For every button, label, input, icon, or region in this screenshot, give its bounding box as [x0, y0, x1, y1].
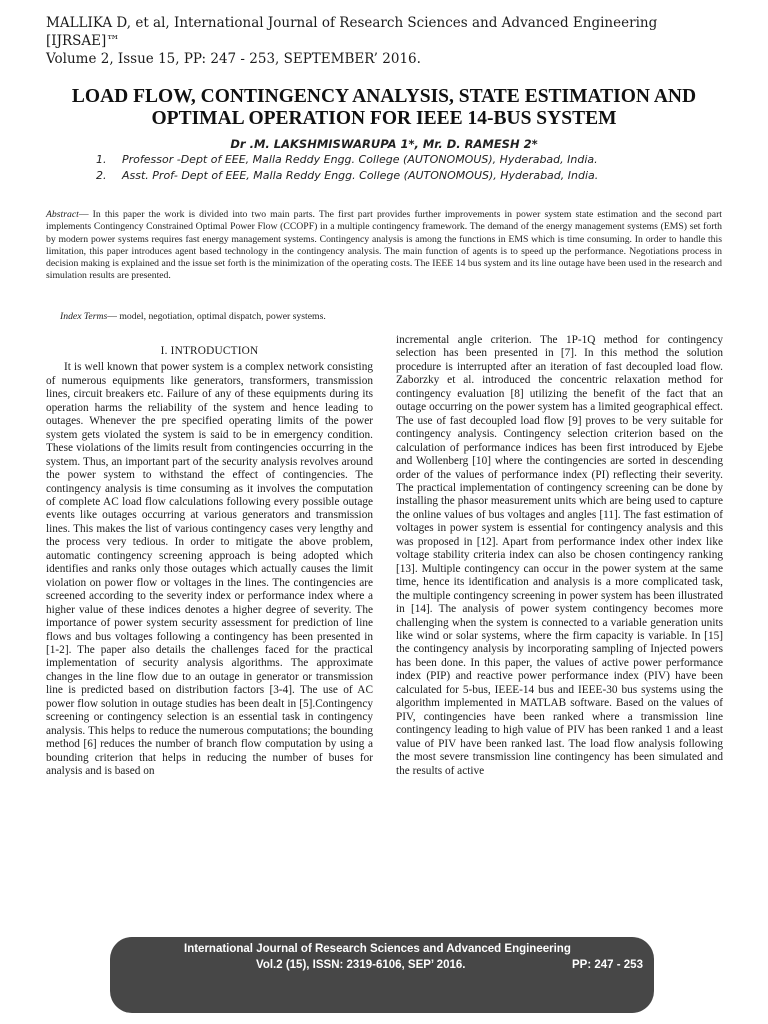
affiliation-number: 2. [96, 169, 107, 182]
header-citation-line: MALLIKA D, et al, International Journal of Research Sciences and Advanced Engineering [46, 15, 658, 31]
abstract [46, 209, 722, 283]
title-line-1: LOAD FLOW, CONTINGENCY ANALYSIS, STATE ESTIMATION AND [71, 86, 697, 107]
authors: Dr .M. LAKSHMISWARUPA 1*, Mr. D. RAMESH 2* [230, 137, 538, 151]
section-heading-introduction [46, 345, 373, 358]
header-volume-line: Volume 2, Issue 15, PP: 247 - 253, SEPTEMBER’ 2016. [46, 51, 421, 67]
header-journal-abbrev: [IJRSAE]™ [46, 33, 120, 49]
footer-pages: PP: 247 - 253 [572, 959, 643, 971]
index-terms-text: model, negotiation, optimal dispatch, power systems. [119, 311, 326, 322]
left-column [46, 345, 373, 779]
section-title: NTRODUCTION [174, 345, 259, 357]
affiliation-text: Professor -Dept of EEE, Malla Reddy Engg. College (AUTONOMOUS), Hyderabad, India. [122, 153, 598, 166]
journal-footer [110, 937, 654, 1013]
abstract-text: In this paper the work is divided into two main parts. The first part provides further improvements in power system state estimation and the second part implements Contingency Constrained Optimal Power Flow (CCOPF) in a multiple contingency framework. The demand of the energy management systems (EMS) set forth by modern power systems requires fast energy management systems. Contingency analysis is among the functions in EMS which is time consuming. In order to handle this limitation, this paper introduces agent based technology in the contingency analysis. The main function of agents is to speed up the performance. Negotiations process in decision making is explained and the issue set forth is the minimization of the operating costs. The IEEE 14 bus system and its line outage have been used in the research and simulation results are presented. [46, 209, 722, 282]
intro-paragraph: It is well known that power system is a complex network consisting of numerous equipments like generators, transformers, transmission lines, circuit breakers etc. Failure of any of these equipments during its operation harms the reliability of the system and hence leading to outages. Whenever the pre specified operating limits of the power system gets violated the system is said to be in emergency condition. These violations of the limits result from contingencies occurring in the system. Thus, an important part of the security analysis revolves around the power system to withstand the effect of contingencies. The contingency analysis is time consuming as it involves the computation of complete AC load flow calculations following every possible outage events like outages occurring at various generators and transmission lines. This makes the list of various contingency cases very lengthy and the process very tedious. In order to mitigate the above problem, automatic contingency screening approach is being adopted which identifies and ranks only those outages which actually causes the limit violation on power flow or voltages in the lines. The contingencies are screened according to the severity index or performance index where a higher value of these indices denotes a higher degree of severity. The importance of power system security assessment for prediction of line flows and bus voltages following a contingency has been presented in [1-2]. The paper also details the challenges faced for the practical implementation of security analysis algorithms. The approximate changes in the line flow due to an outage in generator or transmission line is predicted based on distribution factors [3-4]. The use of AC power flow solution in outage studies has been dealt in [5].Contingency screening or contingency selection is an essential task in contingency analysis. This helps to reduce the numerous computations; the bounding method [6] reduces the number of branch flow computation by using a bounding criterion that helps in reducing the number of buses for analysis and is based on [46, 361, 373, 778]
index-terms-label: Index Terms [60, 311, 108, 322]
footer-journal-name: International Journal of Research Sciences and Advanced Engineering [184, 943, 571, 955]
title-line-2: OPTIMAL OPERATION FOR IEEE 14-BUS SYSTEM [151, 108, 617, 129]
affiliation-2 [96, 168, 736, 184]
affiliation-text: Asst. Prof- Dept of EEE, Malla Reddy Engg. College (AUTONOMOUS), Hyderabad, India. [122, 169, 599, 182]
affiliation-1 [96, 152, 736, 168]
index-terms [60, 311, 720, 322]
index-terms-dash: — [107, 311, 120, 322]
journal-header [46, 14, 736, 68]
abstract-dash: — [78, 209, 93, 220]
section-numeral: I. I [160, 345, 175, 357]
intro-paragraph-continued: incremental angle criterion. The 1P-1Q method for contingency selection has been presented in [7]. In this method the solution procedure is interrupted after an iteration of fast decoupled load flow. Zaborzky et al. introduced the concentric relaxation method for contingency evaluation [8] utilizing the benefit of the fact that an outage occurring on the power system has a limited geographical effect. The use of fast decoupled load flow [9] proves to be very suitable for contingency analysis. Contingency selection criterion based on the calculation of performance indices has been first introduced by Ejebe and Wollenberg [10] where the contingencies are sorted in descending order of the values of performance index (PI) reflecting their severity. The practical implementation of contingency screening can be done by installing the phasor measurement units which are being used to capture the online values of bus voltages and angles [11]. The fast estimation of voltages in power system is essential for contingency analysis and this was proposed in [12]. Apart from performance index other index like voltage stability criteria index can also be chosen contingency ranking [13]. Multiple contingency can occur in the power system at the same time, hence its identification and analysis is a more complicated task, the multiple contingency screening in power system has been illustrated in [14]. The analysis of power system contingency becomes more challenging when the system is connected to a variable generation units like wind or solar systems, where the firm capacity is variable. In [15] the contingency analysis by incorporating sampling of Injected powers has been done. In this paper, the values of active power performance index (PIP) and reactive power performance index (PIV) have been calculated for 5-bus, IEEE-14 bus and IEEE-30 bus systems using the algorithm implemented in MATLAB software. Based on the values of PIV, contingencies have been ranked where a transmission line contingency leading to high value of PIV has been ranked 1 and a least value of PIV have been ranked last. The load flow analysis following the most severe transmission line contingency has been simulated and the results of active [396, 334, 723, 777]
right-column [396, 334, 723, 778]
paper-title [30, 86, 738, 130]
affiliation-number: 1. [96, 153, 107, 166]
affiliations [96, 152, 736, 184]
footer-volume-issn: Vol.2 (15), ISSN: 2319-6106, SEP’ 2016. [256, 959, 466, 971]
abstract-label: Abstract [46, 209, 79, 220]
